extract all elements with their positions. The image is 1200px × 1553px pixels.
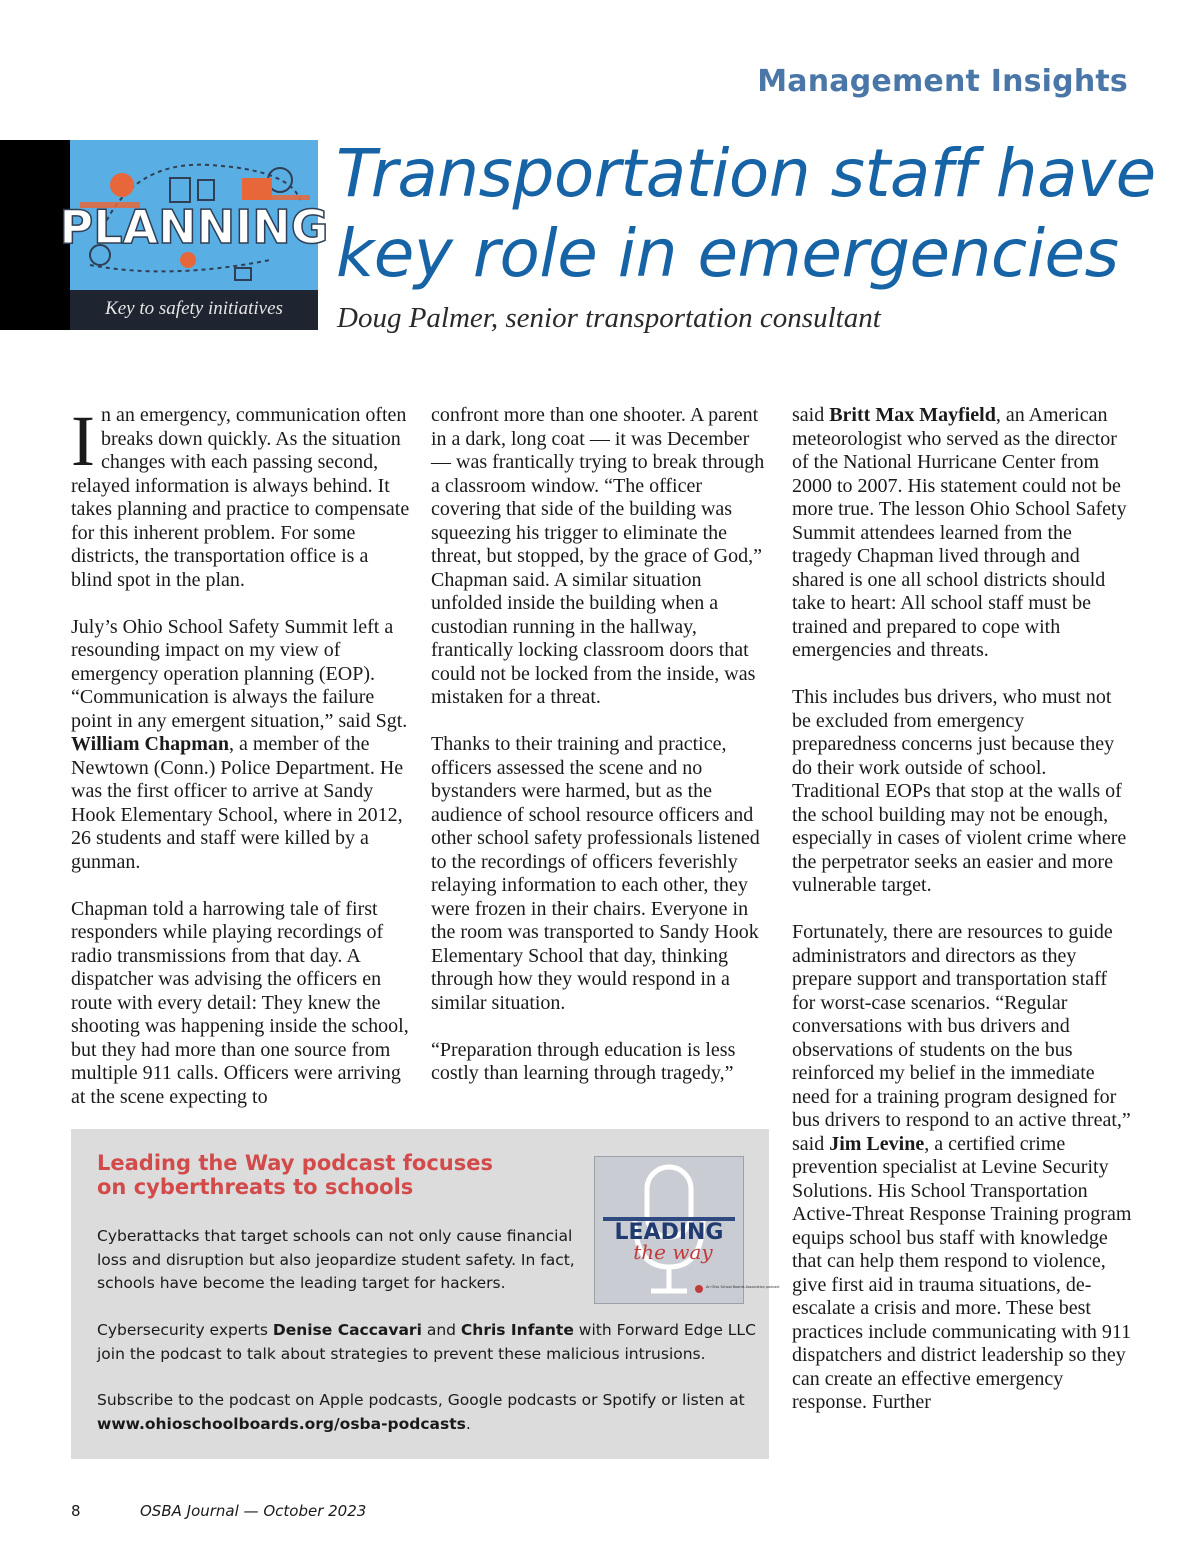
paragraph-text: , a certified crime prevention specialist at Levine Security Solutions. His School Transportation Active-Threat Response Training program equips school bus staff with knowledge that can help them respond to violence, give first aid in trauma situations, de-escalate a crisis and more. These best practices include communicating with 911 dispatchers and district leadership so they can create an effective emergency response. Further [792,1132,1132,1413]
sidebar-paragraph: Cyberattacks that target schools can not only cause financial loss and disruption but also jeopardize student safety. In fact, schools have become the leading target for hackers. [97,1227,575,1292]
paragraph: “Preparation through education is less costly than learning through tragedy,” [431,1038,736,1084]
logo-small-text: An Ohio School Boards Association podcast [706,1285,780,1289]
person-name: Jim Levine [829,1132,925,1155]
sidebar-text: Cybersecurity experts [97,1321,273,1339]
paragraph-text: Fortunately, there are resources to guide administrators and directors as they prepare support and transportation staff for worst-case scenarios. “Regular conversations with bus drivers and observations of students on the bus reinforced my belief in the immediate need for a training program designed for bus drivers to respond to an active threat,” said [792,921,1131,1155]
publication-footer: OSBA Journal — October 2023 [140,1502,367,1520]
paragraph-text: July’s Ohio School Safety Summit left a resounding impact on my view of emergency operation planning (EOP). “Communication is always the failure point in any emergent situation,” said Sgt. [71,615,408,732]
headline: Transportation staff have key role in emergencies [336,135,1156,292]
caption-bar [70,290,318,330]
sidebar-paragraph [97,1319,757,1366]
person-name: Chris Infante [460,1321,574,1339]
sidebar-text: . [465,1414,471,1433]
person-name: Britt Max Mayfield [829,404,996,426]
paragraph: Chapman told a harrowing tale of first responders while playing recordings of radio transmissions from that day. A dispatcher was advising the officers en route with every detail: They knew the shooting was happening inside the school, but they had more than one source from multiple 911 calls. Officers were arriving at the scene expecting to [71,897,409,1108]
podcast-link[interactable]: www.ohioschoolboards.org/osba-podcasts [97,1414,466,1433]
page-number: 8 [71,1502,81,1520]
sidebar-text: and [421,1321,461,1339]
paragraph: Thanks to their training and practice, officers assessed the scene and no bystanders were harmed, but as the audience of school resource officers and other school safety professionals listened to the recordings of officers feverishly relaying information to each other, they were frozen in their chairs. Everyone in the room was transported to Sandy Hook Elementary School that day, thinking through how they would respond in a similar situation. [431,733,760,1014]
sidebar-paragraph [97,1389,757,1436]
paragraph [792,921,1132,1415]
section-label: Management Insights [757,64,1128,99]
paragraph-text: , a member of the Newtown (Conn.) Police Department. He was the first officer to arrive at Sandy Hook Elementary School, where in 2012, 26 students and staff were killed by a gunman. [71,733,404,873]
sidebar-title: Leading the Way podcast focuses on cyberthreats to schools [97,1151,493,1199]
planning-word: PLANNING [59,200,329,254]
sidebar-text: Subscribe to the podcast on Apple podcasts, Google podcasts or Spotify or listen at [97,1391,745,1409]
article-column-1 [71,401,411,1109]
paragraph-text: n an emergency, communication often breaks down quickly. As the situation changes with each passing second, relayed information is always behind. It takes planning and practice to compensate for this inherent problem. For some districts, the transportation office is a blind spot in the plan. [71,404,410,591]
paragraph [71,616,411,875]
person-name: Denise Caccavari [272,1321,422,1339]
podcast-sidebar [71,1129,780,1459]
paragraph [71,401,411,592]
person-name: William Chapman [71,733,229,755]
planning-graphic [59,140,329,330]
article-column-3 [792,404,1132,1415]
graphic-caption: Key to safety initiatives [105,298,283,319]
logo-word-leading: LEADING [614,1220,724,1245]
sidebar-text: with Forward Edge LLC join the podcast to talk about strategies to prevent these malicious intrusions. [97,1321,756,1363]
paragraph-text: said [792,404,830,426]
article-column-2 [431,404,773,1086]
paragraph-text: , an American meteorologist who served as the director of the National Hurricane Center from 2000 to 2007. His statement could not be more true. The lesson Ohio School Safety Summit attendees learned from the tragedy Chapman lived through and shared is one all school districts should take to heart: All school staff must be trained and prepared to cope with emergencies and threats. [792,404,1127,661]
osba-seal-icon [695,1285,703,1293]
paragraph: confront more than one shooter. A parent in a dark, long coat — it was December — was frantically trying to break through a classroom window. “The officer covering that side of the building was squeezing his trigger to eliminate the threat, but stopped, by the grace of God,” Chapman said. A similar situation unfolded inside the building when a custodian running in the hallway, frantically locking classroom doors that could not be locked from the inside, was mistaken for a threat. [431,404,765,708]
paragraph [792,404,1132,663]
logo-word-the-way: the way [633,1240,713,1264]
planning-illustration [59,140,329,290]
drop-cap: I [71,401,95,481]
podcast-logo [594,1156,780,1304]
byline: Doug Palmer, senior transportation consultant [337,302,881,334]
paragraph: This includes bus drivers, who must not be excluded from emergency preparedness concerns just because they do their work outside of school. Traditional EOPs that stop at the walls of the school building may not be enough, especially in cases of violent crime where the perpetrator seeks an easier and more vulnerable target. [792,686,1127,896]
